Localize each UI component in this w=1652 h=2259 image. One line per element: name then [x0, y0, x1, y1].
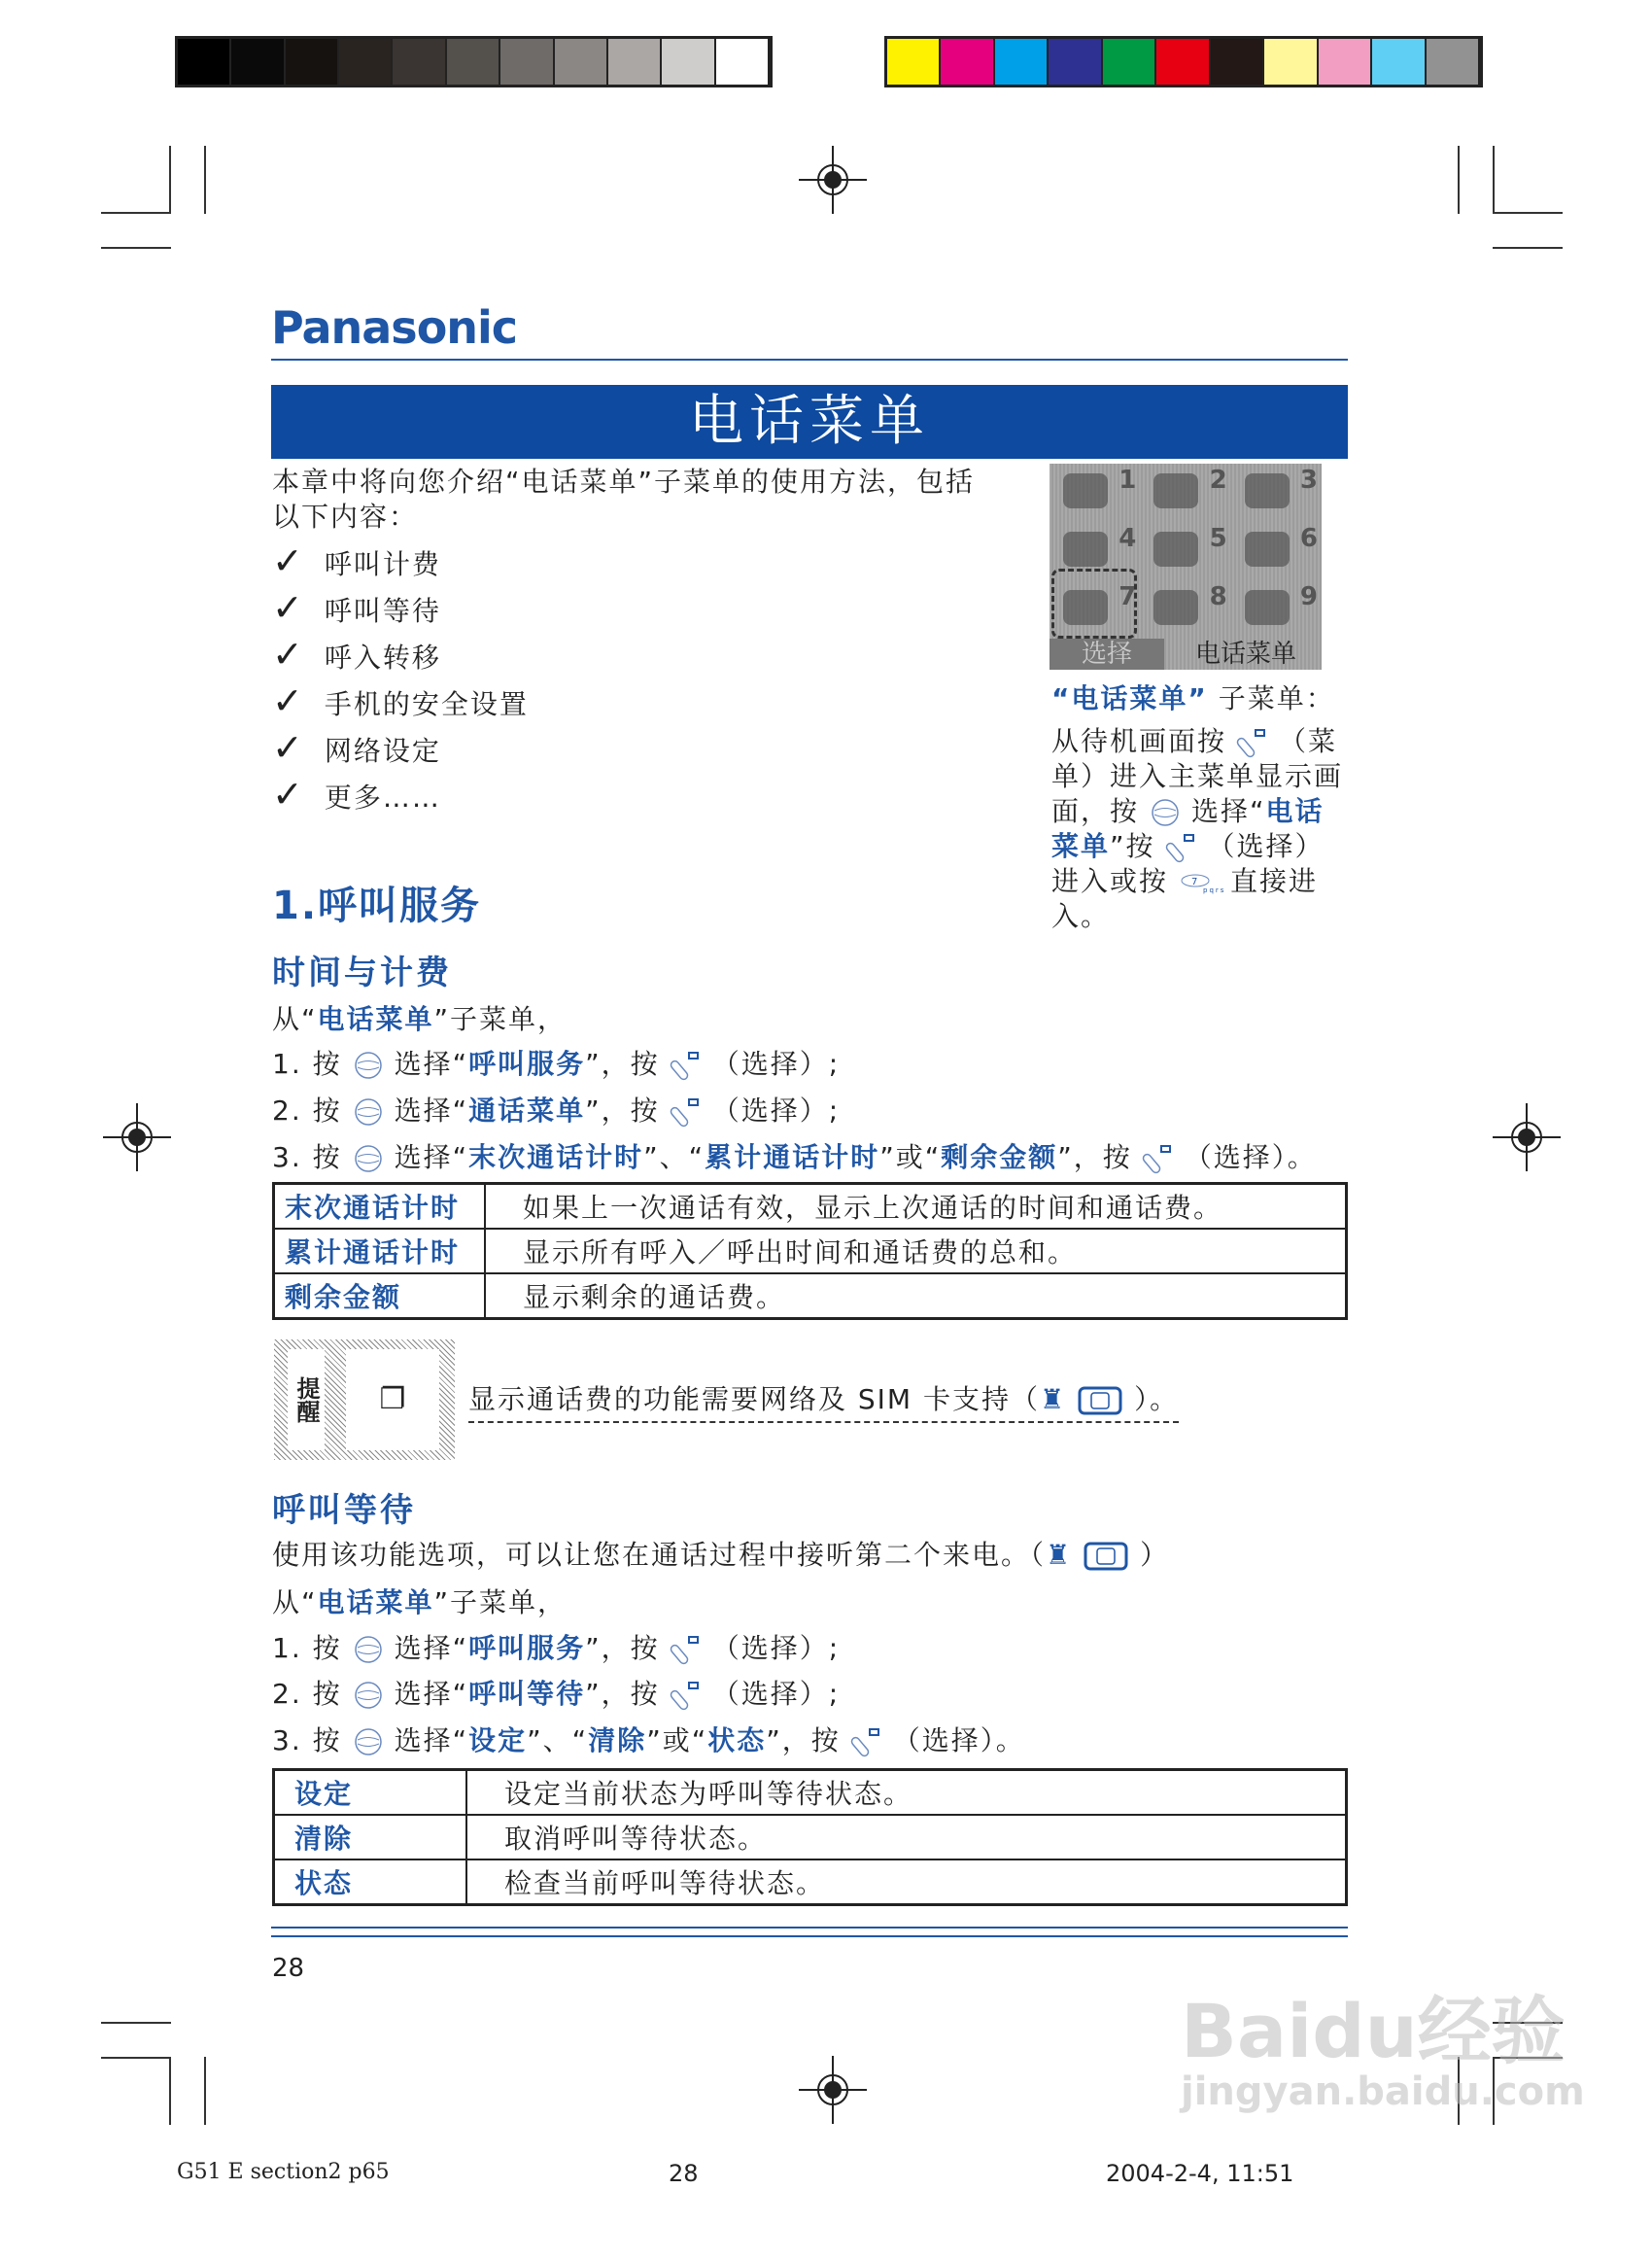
softkey-icon	[852, 1727, 881, 1756]
color-swatch	[1264, 39, 1318, 85]
crop-mark	[1458, 146, 1460, 214]
nav-key-icon	[354, 1097, 383, 1127]
call-waiting-table	[272, 1768, 1348, 1906]
subsection-heading: 呼叫等待	[272, 1491, 416, 1530]
crop-mark	[169, 2057, 171, 2125]
softkey-icon	[671, 1097, 701, 1127]
section-heading: 1.呼叫服务	[272, 884, 482, 928]
color-swatch	[1372, 39, 1426, 85]
step-item: 1. 按 选择“呼叫服务”，按 （选择）;	[272, 1048, 841, 1080]
color-swatch	[1427, 39, 1480, 85]
table-row: 状态 检查当前呼叫等待状态。	[274, 1859, 1347, 1905]
crop-mark	[101, 212, 171, 214]
gray-swatch	[286, 39, 339, 85]
menu-number: 9	[1299, 582, 1318, 611]
gray-swatch	[608, 39, 662, 85]
gray-swatch	[716, 39, 770, 85]
color-swatch	[1156, 39, 1210, 85]
note-text: 显示通话费的功能需要网络及 SIM 卡支持（♜ ）。	[468, 1378, 1179, 1423]
gray-swatch	[339, 39, 393, 85]
crop-mark	[204, 146, 206, 214]
gray-swatch	[555, 39, 608, 85]
check-icon: ✓	[272, 726, 305, 769]
gray-swatch	[231, 39, 285, 85]
color-swatch	[1211, 39, 1264, 85]
color-swatch	[1319, 39, 1372, 85]
nav-key-icon	[354, 1051, 383, 1080]
nav-key-icon	[354, 1727, 383, 1756]
menu-icon-cell	[1231, 580, 1322, 639]
checklist-item: 更多……	[324, 782, 441, 814]
check-icon: ✓	[272, 679, 305, 722]
color-swatch	[1103, 39, 1156, 85]
check-icon: ✓	[272, 539, 305, 582]
registration-mark-icon	[103, 1103, 171, 1171]
check-icon: ✓	[272, 633, 305, 676]
step-item: 2. 按 选择“通话菜单”，按 （选择）;	[272, 1095, 841, 1127]
left-softkey-label: 选择	[1050, 639, 1164, 670]
page-number: 28	[272, 1954, 305, 1983]
menu-icon-cell	[1140, 580, 1230, 639]
checklist	[272, 539, 529, 819]
note-pages-icon: ❐	[346, 1349, 439, 1450]
page-title: 电话菜单	[271, 385, 1348, 459]
menu-icon-cell	[1050, 464, 1140, 522]
menu-number: 2	[1209, 466, 1227, 495]
intro-text: 本章中将向您介绍“电话菜单”子菜单的使用方法，包括以下内容：	[272, 466, 976, 533]
color-swatch	[941, 39, 994, 85]
crop-mark	[204, 2057, 206, 2125]
sim-card-icon	[1078, 1386, 1122, 1415]
gray-swatch	[500, 39, 554, 85]
menu-number: 8	[1209, 582, 1227, 611]
step-item: 2. 按 选择“呼叫等待”，按 （选择）;	[272, 1678, 841, 1710]
print-date: 2004-2-4, 11:51	[1106, 2160, 1294, 2187]
checklist-item: 呼叫计费	[324, 548, 441, 580]
menu-icon-cell	[1140, 522, 1230, 580]
menu-icon-cell	[1231, 464, 1322, 522]
svg-text:pqrs: pqrs	[1203, 886, 1226, 894]
svg-text:7: 7	[1191, 877, 1200, 887]
crop-mark	[1493, 212, 1563, 214]
from-submenu-text: 从“电话菜单”子菜单，	[272, 1003, 568, 1035]
sim-card-icon	[1084, 1542, 1128, 1571]
gray-swatch	[178, 39, 231, 85]
nav-key-icon	[354, 1635, 383, 1664]
check-icon: ✓	[272, 586, 305, 629]
footer-rule	[271, 1935, 1348, 1937]
network-antenna-icon: ♜	[1040, 1383, 1067, 1415]
color-calibration-bar	[884, 36, 1483, 87]
checklist-item: 呼入转移	[324, 642, 441, 674]
color-swatch	[1049, 39, 1102, 85]
nav-key-icon	[354, 1144, 383, 1173]
selected-item-frame	[1051, 569, 1137, 639]
crop-mark	[101, 2022, 171, 2024]
menu-number: 6	[1299, 524, 1318, 553]
checklist-item: 网络设定	[324, 735, 441, 767]
phone-screen-image	[1050, 464, 1322, 670]
checklist-item: 呼叫等待	[324, 595, 441, 627]
nav-key-icon	[1151, 798, 1180, 827]
crop-mark	[169, 146, 171, 214]
from-submenu-text: 从“电话菜单”子菜单，	[272, 1586, 568, 1618]
registration-mark-icon	[799, 146, 867, 214]
nav-key-icon	[354, 1681, 383, 1710]
note-label: 提醒	[288, 1349, 325, 1450]
sidebar-caption: “电话菜单” 子菜单：	[1051, 682, 1335, 714]
call-cost-table	[272, 1182, 1348, 1320]
softkey-icon	[1167, 833, 1196, 862]
step-item: 1. 按 选择“呼叫服务”，按 （选择）;	[272, 1632, 841, 1664]
baidu-watermark: Baidu经验 jingyan.baidu.com	[1181, 1988, 1585, 2114]
menu-icon-cell	[1231, 522, 1322, 580]
table-row: 设定 设定当前状态为呼叫等待状态。	[274, 1770, 1347, 1816]
key-7-icon	[1180, 871, 1226, 894]
registration-mark-icon	[799, 2056, 867, 2124]
table-row: 清除 取消呼叫等待状态。	[274, 1815, 1347, 1859]
color-swatch	[887, 39, 941, 85]
gray-swatch	[393, 39, 446, 85]
softkey-icon	[671, 1051, 701, 1080]
crop-mark	[1493, 247, 1563, 249]
menu-number: 7	[1119, 582, 1137, 611]
menu-number: 1	[1119, 466, 1137, 495]
gray-swatch	[447, 39, 500, 85]
softkey-icon	[1144, 1144, 1173, 1173]
gray-calibration-bar	[175, 36, 773, 87]
registration-mark-icon	[1493, 1103, 1561, 1171]
footer-rule	[271, 1927, 1348, 1929]
gray-swatch	[662, 39, 715, 85]
menu-icon-cell	[1140, 464, 1230, 522]
softkey-icon	[1238, 728, 1267, 757]
checklist-item: 手机的安全设置	[324, 688, 529, 720]
subsection-heading: 时间与计费	[272, 954, 452, 992]
table-row: 末次通话计时 如果上一次通话有效，显示上次通话的时间和通话费。	[274, 1184, 1347, 1230]
menu-number: 4	[1119, 524, 1137, 553]
crop-mark	[101, 2057, 171, 2059]
crop-mark	[101, 247, 171, 249]
check-icon: ✓	[272, 773, 305, 816]
right-softkey-label: 电话菜单	[1195, 640, 1297, 669]
softkey-icon	[671, 1635, 701, 1664]
network-antenna-icon: ♜	[1046, 1539, 1073, 1571]
step-item: 3. 按 选择“设定”、“清除”或“状态”，按 （选择）。	[272, 1724, 1025, 1756]
crop-mark	[1493, 146, 1495, 214]
header-rule	[271, 359, 1348, 361]
print-file-name: G51 E section2 p65	[177, 2160, 390, 2184]
step-item: 3. 按 选择“末次通话计时”、“累计通话计时”或“剩余金额”，按 （选择）。	[272, 1141, 1317, 1173]
softkey-icon	[671, 1681, 701, 1710]
call-waiting-description: 使用该功能选项，可以让您在通话过程中接听第二个来电。（♜ ）	[272, 1539, 1170, 1571]
print-page: 28	[669, 2160, 699, 2187]
table-row: 剩余金额 显示剩余的通话费。	[274, 1273, 1347, 1319]
note-box	[274, 1339, 455, 1460]
color-swatch	[995, 39, 1049, 85]
panasonic-logo: Panasonic	[271, 301, 518, 354]
sidebar-instructions: 从待机画面按 （菜单）进入主菜单显示画面，按 选择“电话菜单”按 （选择）进入或按 7 pqrs 直接进入。	[1051, 725, 1344, 932]
menu-number: 3	[1299, 466, 1318, 495]
menu-number: 5	[1209, 524, 1227, 553]
table-row: 累计通话计时 显示所有呼入／呼出时间和通话费的总和。	[274, 1229, 1347, 1273]
